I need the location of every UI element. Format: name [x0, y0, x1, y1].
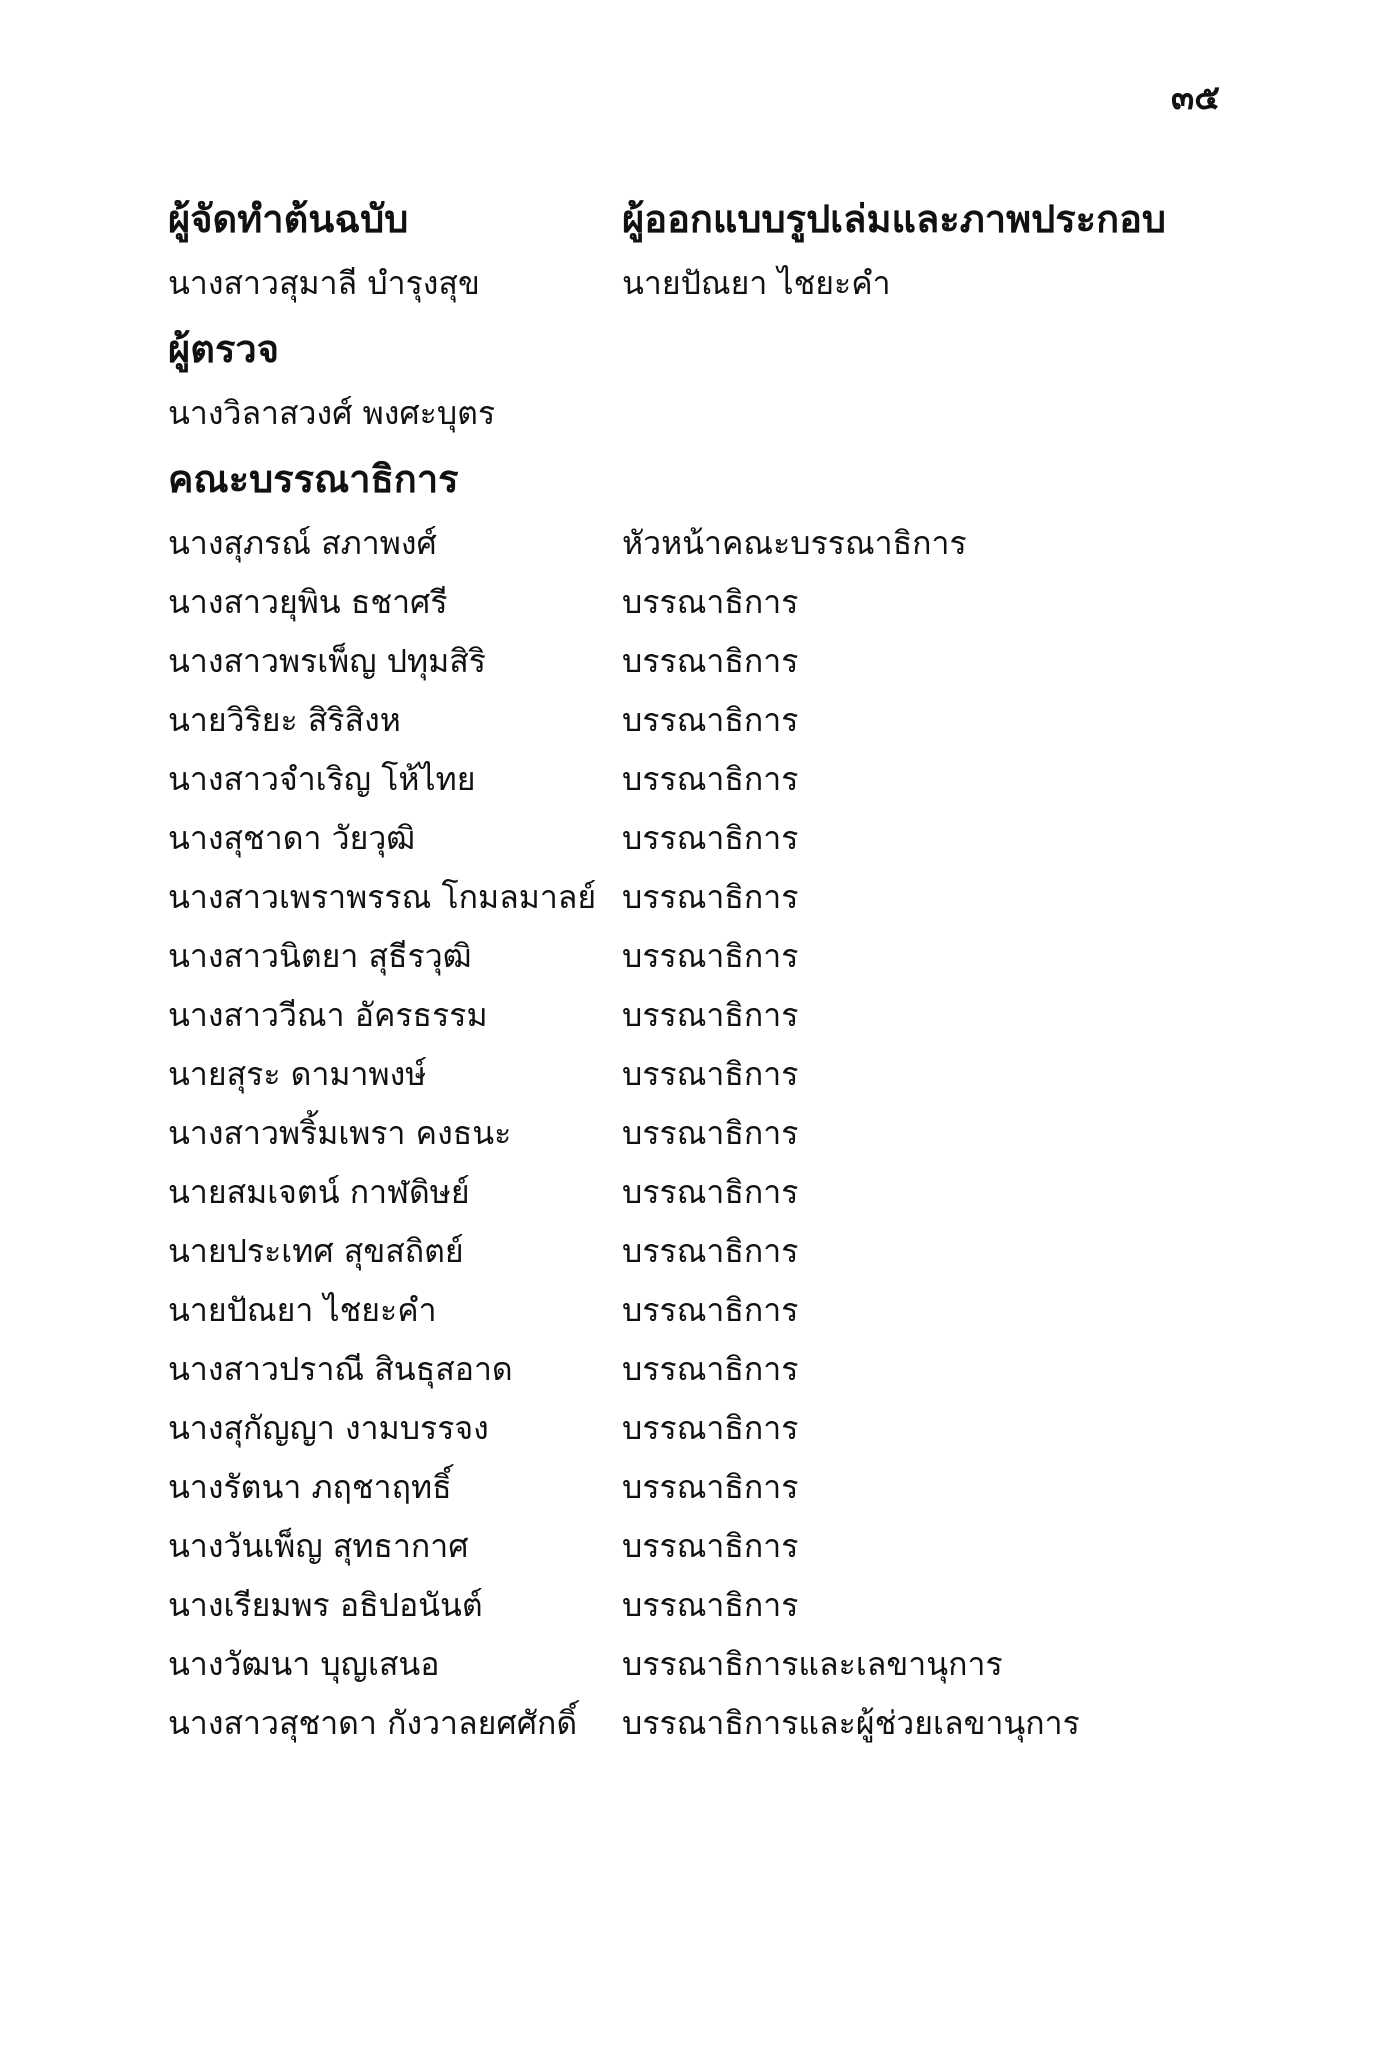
member-row: [0, 1285, 1400, 1344]
member-name: นางสุชาดา วัยวุฒิ: [168, 819, 416, 857]
designer-heading: ผู้ออกแบบรูปเล่มและภาพประกอบ: [622, 196, 1167, 241]
editorial-board-heading: คณะบรรณาธิการ: [168, 456, 459, 501]
member-row: [0, 931, 1400, 990]
member-name: นายวิริยะ สิริสิงห: [168, 701, 401, 739]
member-name: นายสมเจตน์ กาฬดิษย์: [168, 1173, 470, 1211]
member-role: บรรณาธิการ: [622, 1173, 799, 1211]
member-name: นางสาวเพราพรรณ โกมลมาลย์: [168, 878, 597, 916]
member-role: บรรณาธิการ: [622, 996, 799, 1034]
original-author-heading: ผู้จัดทำต้นฉบับ: [168, 196, 409, 241]
member-name: นางสาวจำเริญ โห้ไทย: [168, 760, 476, 798]
member-row: [0, 1639, 1400, 1698]
member-role: บรรณาธิการ: [622, 1350, 799, 1388]
member-row: [0, 1521, 1400, 1580]
member-row: [0, 1167, 1400, 1226]
original-author-name: นางสาวสุมาลี บำรุงสุข: [168, 264, 480, 302]
reviewer-name: นางวิลาสวงศ์ พงศะบุตร: [168, 394, 496, 432]
member-role: บรรณาธิการ: [622, 760, 799, 798]
member-name: นางเรียมพร อธิปอนันต์: [168, 1586, 483, 1624]
member-row: [0, 518, 1400, 577]
member-name: นางสาวพรเพ็ญ ปทุมสิริ: [168, 642, 486, 680]
member-row: [0, 1403, 1400, 1462]
member-name: นายปัณยา ไชยะคำ: [168, 1291, 437, 1329]
member-row: [0, 1344, 1400, 1403]
member-name: นางสาวพริ้มเพรา คงธนะ: [168, 1114, 512, 1152]
member-role: บรรณาธิการ: [622, 583, 799, 621]
reviewer-heading: ผู้ตรวจ: [168, 326, 279, 371]
member-name: นางวันเพ็ญ สุทธากาศ: [168, 1527, 469, 1565]
member-row: [0, 1698, 1400, 1757]
member-role: บรรณาธิการ: [622, 1586, 799, 1624]
member-name: นางสุกัญญา งามบรรจง: [168, 1409, 489, 1447]
member-name: นางวัฒนา บุญเสนอ: [168, 1645, 440, 1683]
page-number: ๓๕: [1171, 78, 1220, 118]
member-name: นางสาวยุพิน ธชาศรี: [168, 583, 448, 621]
member-row: [0, 1462, 1400, 1521]
member-role: บรรณาธิการ: [622, 642, 799, 680]
member-row: [0, 872, 1400, 931]
member-name: นางรัตนา ภฤชาฤทธิ์: [168, 1468, 452, 1506]
member-row: [0, 754, 1400, 813]
member-role: บรรณาธิการ: [622, 878, 799, 916]
member-role: บรรณาธิการ: [622, 1232, 799, 1270]
member-name: นางสาวปราณี สินธุสอาด: [168, 1350, 513, 1388]
member-name: นางสุภรณ์ สภาพงศ์: [168, 524, 437, 562]
member-role: บรรณาธิการ: [622, 937, 799, 975]
member-role: บรรณาธิการ: [622, 701, 799, 739]
member-role: บรรณาธิการ: [622, 1409, 799, 1447]
member-role: บรรณาธิการ: [622, 819, 799, 857]
member-role: บรรณาธิการ: [622, 1291, 799, 1329]
member-row: [0, 1580, 1400, 1639]
member-name: นายประเทศ สุขสถิตย์: [168, 1232, 464, 1270]
member-row: [0, 1226, 1400, 1285]
member-role: หัวหน้าคณะบรรณาธิการ: [622, 524, 967, 562]
member-name: นายสุระ ดามาพงษ์: [168, 1055, 427, 1093]
member-row: [0, 577, 1400, 636]
member-row: [0, 1108, 1400, 1167]
member-row: [0, 695, 1400, 754]
member-name: นางสาววีณา อัครธรรม: [168, 996, 488, 1034]
member-role: บรรณาธิการ: [622, 1114, 799, 1152]
member-role: บรรณาธิการและผู้ช่วยเลขานุการ: [622, 1704, 1080, 1742]
member-role: บรรณาธิการ: [622, 1468, 799, 1506]
member-role: บรรณาธิการ: [622, 1527, 799, 1565]
member-row: [0, 636, 1400, 695]
member-role: บรรณาธิการและเลขานุการ: [622, 1645, 1003, 1683]
member-row: [0, 1049, 1400, 1108]
member-role: บรรณาธิการ: [622, 1055, 799, 1093]
member-name: นางสาวสุชาดา กังวาลยศศักดิ์: [168, 1704, 578, 1742]
member-row: [0, 813, 1400, 872]
member-name: นางสาวนิตยา สุธีรวุฒิ: [168, 937, 472, 975]
member-row: [0, 990, 1400, 1049]
designer-name: นายปัณยา ไชยะคำ: [622, 264, 891, 302]
